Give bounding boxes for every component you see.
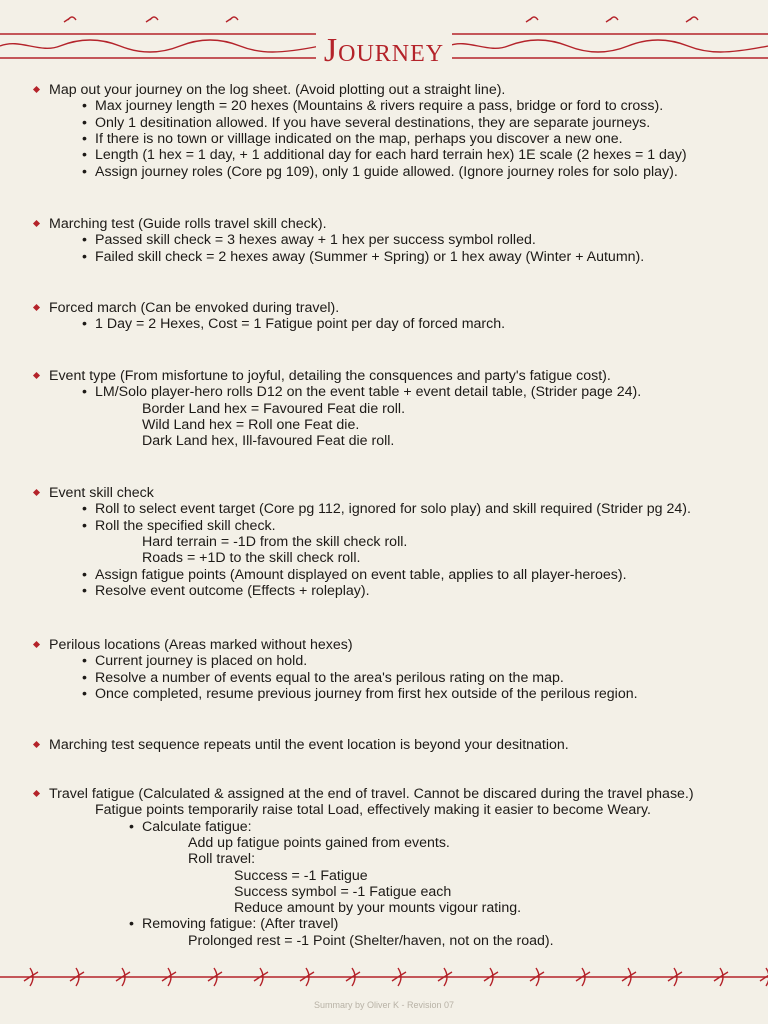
line-text: If there is no town or villlage indicated on the map, perhaps you discover a new one. — [95, 130, 623, 147]
list-item — [142, 401, 405, 417]
line-text: Wild Land hex = Roll one Feat die. — [142, 416, 360, 433]
list-item — [82, 566, 627, 583]
line-text: Marching test (Guide rolls travel skill check). — [49, 216, 327, 232]
list-item — [188, 835, 450, 851]
list-item — [82, 232, 536, 249]
list-item — [82, 501, 691, 518]
line-text: Max journey length = 20 hexes (Mountains & rivers require a pass, bridge or ford to cross). — [95, 98, 664, 115]
line-text: Removing fatigue: (After travel) — [142, 916, 339, 933]
section-heading — [49, 485, 154, 501]
bullet-icon: • — [82, 163, 87, 180]
list-item — [82, 163, 678, 180]
list-item — [82, 669, 564, 686]
line-text: Dark Land hex, Ill-favoured Feat die roll. — [142, 433, 395, 450]
list-item — [188, 933, 554, 949]
list-item — [142, 417, 359, 433]
list-item — [82, 130, 623, 147]
section-heading — [49, 637, 353, 653]
line-text: Roads = +1D to the skill check roll. — [142, 550, 361, 567]
bullet-icon: • — [82, 669, 87, 686]
bullet-icon: • — [82, 653, 87, 670]
list-item — [82, 517, 276, 534]
line-text: Roll travel: — [188, 851, 256, 868]
list-item — [82, 653, 308, 670]
line-text: Map out your journey on the log sheet. (Avoid plotting out a straight line). — [49, 82, 506, 98]
list-item — [82, 248, 645, 265]
line-text: Prolonged rest = -1 Point (Shelter/haven, not on the road). — [188, 932, 554, 949]
bullet-icon: • — [82, 98, 87, 115]
list-item — [142, 550, 360, 566]
line-text: Hard terrain = -1D from the skill check roll. — [142, 533, 408, 550]
line-text: Marching test sequence repeats until the event location is beyond your desitnation. — [49, 737, 569, 753]
header-band — [0, 14, 768, 78]
line-text: Reduce amount by your mounts vigour rating. — [234, 900, 522, 917]
bullet-icon: • — [82, 114, 87, 131]
line-text: Current journey is placed on hold. — [95, 653, 308, 670]
line-text: Border Land hex = Favoured Feat die roll. — [142, 400, 406, 417]
line-text: Assign fatigue points (Amount displayed on event table, applies to all player-heroes). — [95, 566, 627, 583]
bullet-icon: • — [82, 316, 87, 333]
line-text: Success = -1 Fatigue — [234, 867, 368, 884]
bullet-icon: • — [82, 501, 87, 518]
list-item — [82, 114, 651, 131]
list-item — [82, 384, 642, 401]
section-heading — [49, 737, 569, 753]
bullet-icon: • — [82, 517, 87, 534]
list-item — [82, 685, 638, 702]
line-text: Success symbol = -1 Fatigue each — [234, 883, 452, 900]
line-text: Forced march (Can be envoked during travel). — [49, 300, 340, 316]
list-item — [82, 316, 506, 333]
line-text: LM/Solo player-hero rolls D12 on the event table + event detail table, (Strider page 24). — [95, 384, 642, 401]
bullet-icon: • — [82, 582, 87, 599]
list-item — [234, 868, 368, 884]
list-item — [82, 582, 370, 599]
list-item — [142, 433, 394, 449]
line-text: Roll the specified skill check. — [95, 517, 276, 534]
list-item — [95, 802, 651, 818]
list-item — [82, 98, 664, 115]
line-text: Once completed, resume previous journey from first hex outside of the perilous region. — [95, 685, 638, 702]
bullet-icon: • — [82, 384, 87, 401]
line-text: Resolve a number of events equal to the area's perilous rating on the map. — [95, 669, 564, 686]
bullet-icon: • — [82, 248, 87, 265]
list-item — [188, 851, 255, 867]
line-text: Calculate fatigue: — [142, 818, 252, 835]
bullet-icon: • — [82, 130, 87, 147]
line-text: Event type (From misfortune to joyful, detailing the consquences and party's fatigue cost). — [49, 368, 611, 384]
bullet-icon: • — [82, 566, 87, 583]
bullet-icon: • — [82, 685, 87, 702]
bullet-icon: • — [82, 147, 87, 164]
line-text: Passed skill check = 3 hexes away + 1 hex per success symbol rolled. — [95, 232, 536, 249]
credit-text: Summary by Oliver K - Revision 07 — [313, 1000, 455, 1010]
bullet-icon: • — [82, 232, 87, 249]
line-text: Only 1 desitination allowed. If you have several destinations, they are separate journeys. — [95, 114, 651, 131]
line-text: Event skill check — [49, 485, 154, 501]
line-text: Resolve event outcome (Effects + roleplay). — [95, 582, 370, 599]
list-item — [129, 916, 339, 933]
section-heading — [49, 82, 505, 98]
section-heading — [49, 368, 611, 384]
line-text: 1 Day = 2 Hexes, Cost = 1 Fatigue point per day of forced march. — [95, 316, 506, 333]
line-text: Roll to select event target (Core pg 112, ignored for solo play) and skill required (Strider pg 24). — [95, 501, 691, 518]
section-heading — [49, 300, 339, 316]
list-item — [142, 534, 407, 550]
list-item — [82, 147, 687, 164]
page-title: Journey — [0, 34, 768, 68]
line-text: Add up fatigue points gained from events. — [188, 834, 450, 851]
list-item — [234, 884, 451, 900]
section-heading — [49, 786, 694, 802]
list-item — [129, 818, 252, 835]
list-item — [234, 900, 521, 916]
bullet-icon: • — [129, 916, 134, 933]
section-heading — [49, 216, 327, 232]
footer-vine-ornament — [0, 962, 768, 992]
line-text: Travel fatigue (Calculated & assigned at the end of travel. Cannot be discared during the travel phase.) — [49, 786, 694, 802]
line-text: Length (1 hex = 1 day, + 1 additional day for each hard terrain hex) 1E scale (2 hexes = 1 day) — [95, 147, 687, 164]
line-text: Perilous locations (Areas marked without hexes) — [49, 637, 353, 653]
line-text: Assign journey roles (Core pg 109), only 1 guide allowed. (Ignore journey roles for solo play). — [95, 163, 678, 180]
line-text: Fatigue points temporarily raise total Load, effectively making it easier to become Weary. — [95, 802, 651, 819]
line-text: Failed skill check = 2 hexes away (Summer + Spring) or 1 hex away (Winter + Autumn). — [95, 248, 645, 265]
bullet-icon: • — [129, 818, 134, 835]
